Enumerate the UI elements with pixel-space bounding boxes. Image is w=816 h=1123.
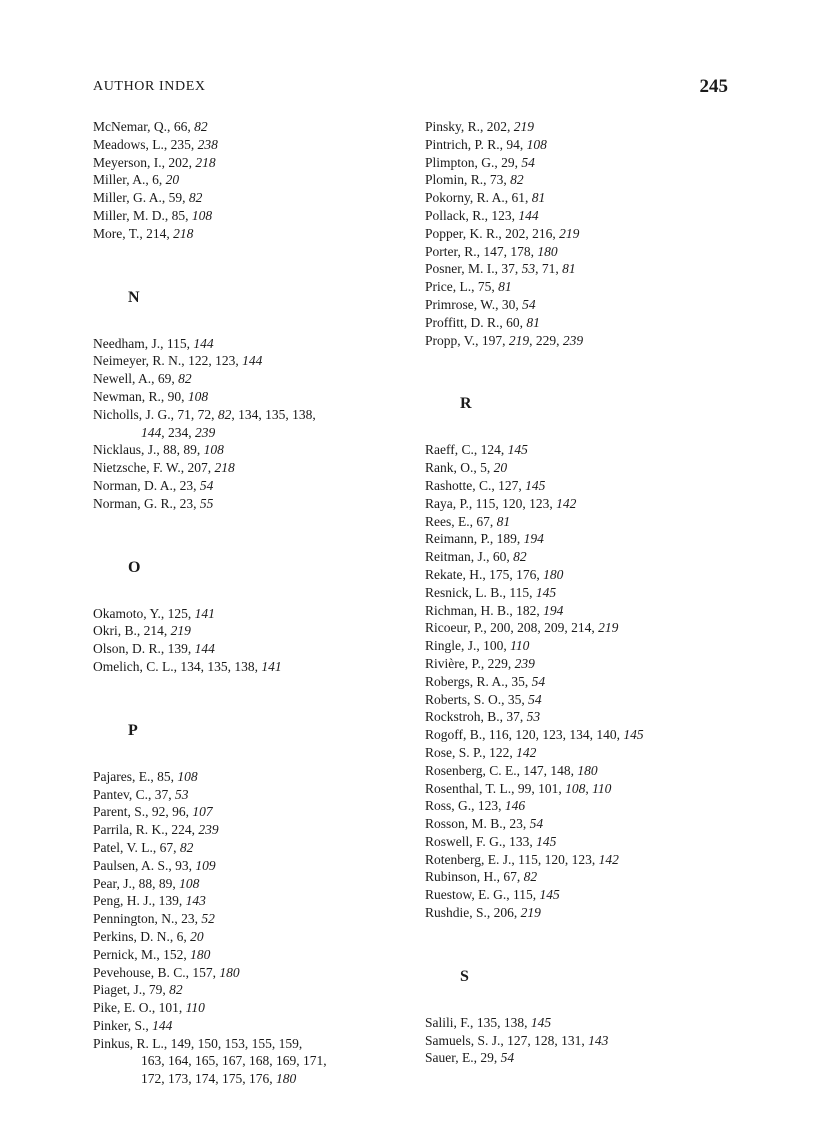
index-entry: Nicklaus, J., 88, 89, 108 — [93, 442, 224, 458]
index-entry: Propp, V., 197, 219, 229, 239 — [425, 332, 584, 348]
index-entry: Posner, M. I., 37, 53, 71, 81 — [425, 261, 576, 277]
index-entry: Raeff, C., 124, 145 — [425, 442, 528, 458]
index-entry: Richman, H. B., 182, 194 — [425, 602, 564, 618]
index-entry: Rockstroh, B., 37, 53 — [425, 709, 541, 725]
index-entry: Rotenberg, E. J., 115, 120, 123, 142 — [425, 851, 619, 867]
index-entry: Ross, G., 123, 146 — [425, 798, 526, 814]
index-entry: Norman, D. A., 23, 54 — [93, 477, 214, 493]
section-letter: O — [128, 558, 141, 576]
index-entry: McNemar, Q., 66, 82 — [93, 119, 208, 134]
index-entry: Perkins, D. N., 6, 20 — [93, 928, 204, 944]
index-entry: Reitman, J., 60, 82 — [425, 549, 527, 565]
index-entry: Pinker, S., 144 — [93, 1017, 173, 1033]
index-entry: Parent, S., 92, 96, 107 — [93, 804, 213, 820]
index-entry: Newman, R., 90, 108 — [93, 388, 209, 404]
page-header — [93, 76, 728, 100]
section-letter: P — [128, 721, 138, 739]
index-entry: Rose, S. P., 122, 142 — [425, 744, 537, 760]
index-entry: Paulsen, A. S., 93, 109 — [93, 857, 216, 873]
index-entry: Plomin, R., 73, 82 — [425, 172, 524, 188]
index-entry: Rosenthal, T. L., 99, 101, 108, 110 — [425, 780, 612, 796]
index-entry: Omelich, C. L., 134, 135, 138, 141 — [93, 658, 282, 674]
index-entry: Pike, E. O., 101, 110 — [93, 1000, 205, 1016]
section-letter: S — [460, 967, 469, 985]
index-entry: Pinsky, R., 202, 219 — [425, 119, 535, 134]
index-entry: Rosson, M. B., 23, 54 — [425, 816, 544, 832]
index-entry: Rank, O., 5, 20 — [425, 460, 508, 476]
index-entry: Meyerson, I., 202, 218 — [93, 154, 216, 170]
index-entry: Piaget, J., 79, 82 — [93, 982, 183, 998]
index-entry: Pintrich, P. R., 94, 108 — [425, 136, 547, 152]
index-entry: Rubinson, H., 67, 82 — [425, 869, 538, 885]
index-entry: Pollack, R., 123, 144 — [425, 207, 539, 223]
index-entry: Pear, J., 88, 89, 108 — [93, 875, 200, 891]
index-entry: Price, L., 75, 81 — [425, 279, 512, 295]
index-entry: Pinkus, R. L., 149, 150, 153, 155, 159, 163, 164, 165, 167, 168, 169, 171, 172, 173, 174, 175, 176, 180 — [93, 1035, 327, 1087]
index-entry: Resnick, L. B., 115, 145 — [425, 584, 557, 600]
index-entry: Rivière, P., 229, 239 — [425, 655, 535, 671]
index-entry: Newell, A., 69, 82 — [93, 371, 192, 387]
index-entry: Pernick, M., 152, 180 — [93, 946, 211, 962]
index-entry: Nietzsche, F. W., 207, 218 — [93, 460, 235, 476]
index-entry: Miller, G. A., 59, 82 — [93, 190, 203, 206]
section-letter: R — [460, 395, 472, 413]
index-entry: Salili, F., 135, 138, 145 — [425, 1014, 552, 1030]
index-entry: Roswell, F. G., 133, 145 — [425, 833, 557, 849]
index-entry: Pennington, N., 23, 52 — [93, 911, 215, 927]
index-entry: Proffitt, D. R., 60, 81 — [425, 314, 540, 330]
index-entry: Raya, P., 115, 120, 123, 142 — [425, 495, 577, 511]
index-entry: Norman, G. R., 23, 55 — [93, 495, 214, 511]
index-entry: Nicholls, J. G., 71, 72, 82, 134, 135, 138, 144, 234, 239 — [93, 406, 316, 440]
index-entry: Porter, R., 147, 178, 180 — [425, 243, 558, 259]
index-entry: Pevehouse, B. C., 157, 180 — [93, 964, 240, 980]
index-entry: Miller, M. D., 85, 108 — [93, 207, 213, 223]
index-entry: Meadows, L., 235, 238 — [93, 136, 218, 152]
index-entry: Ringle, J., 100, 110 — [425, 638, 530, 654]
index-entry: Rogoff, B., 116, 120, 123, 134, 140, 145 — [425, 727, 644, 743]
index-entry: Popper, K. R., 202, 216, 219 — [425, 225, 580, 241]
index-entry: Primrose, W., 30, 54 — [425, 296, 536, 312]
index-column-left — [93, 118, 403, 1088]
index-entry: Pantev, C., 37, 53 — [93, 786, 189, 802]
index-entry: Ruestow, E. G., 115, 145 — [425, 887, 560, 903]
index-entry: Peng, H. J., 139, 143 — [93, 893, 206, 909]
index-entry: Okri, B., 214, 219 — [93, 623, 191, 639]
index-entry: Rashotte, C., 127, 145 — [425, 477, 546, 493]
index-column-right — [425, 118, 745, 1067]
index-entry: Samuels, S. J., 127, 128, 131, 143 — [425, 1032, 609, 1048]
index-entry: Miller, A., 6, 20 — [93, 172, 180, 188]
index-entry: Roberts, S. O., 35, 54 — [425, 691, 542, 707]
running-head: AUTHOR INDEX — [93, 79, 206, 94]
index-entry: Rushdie, S., 206, 219 — [425, 905, 541, 921]
index-entry: Reimann, P., 189, 194 — [425, 531, 544, 547]
index-entry: Needham, J., 115, 144 — [93, 335, 214, 351]
section-letter: N — [128, 288, 140, 306]
index-entry: Pokorny, R. A., 61, 81 — [425, 190, 546, 206]
index-entry: Rosenberg, C. E., 147, 148, 180 — [425, 762, 598, 778]
index-entry: Robergs, R. A., 35, 54 — [425, 673, 546, 689]
index-entry: Olson, D. R., 139, 144 — [93, 641, 215, 657]
index-entry: Pajares, E., 85, 108 — [93, 768, 198, 784]
index-entry: More, T., 214, 218 — [93, 225, 194, 241]
index-entry: Rekate, H., 175, 176, 180 — [425, 566, 564, 582]
index-entry: Rees, E., 67, 81 — [425, 513, 511, 529]
index-entry: Parrila, R. K., 224, 239 — [93, 822, 219, 838]
index-entry: Plimpton, G., 29, 54 — [425, 154, 535, 170]
index-entry: Sauer, E., 29, 54 — [425, 1050, 515, 1066]
index-entry: Okamoto, Y., 125, 141 — [93, 605, 215, 621]
index-entry: Patel, V. L., 67, 82 — [93, 839, 194, 855]
index-entry: Ricoeur, P., 200, 208, 209, 214, 219 — [425, 620, 619, 636]
index-entry: Neimeyer, R. N., 122, 123, 144 — [93, 353, 263, 369]
page-number: 245 — [699, 76, 728, 97]
